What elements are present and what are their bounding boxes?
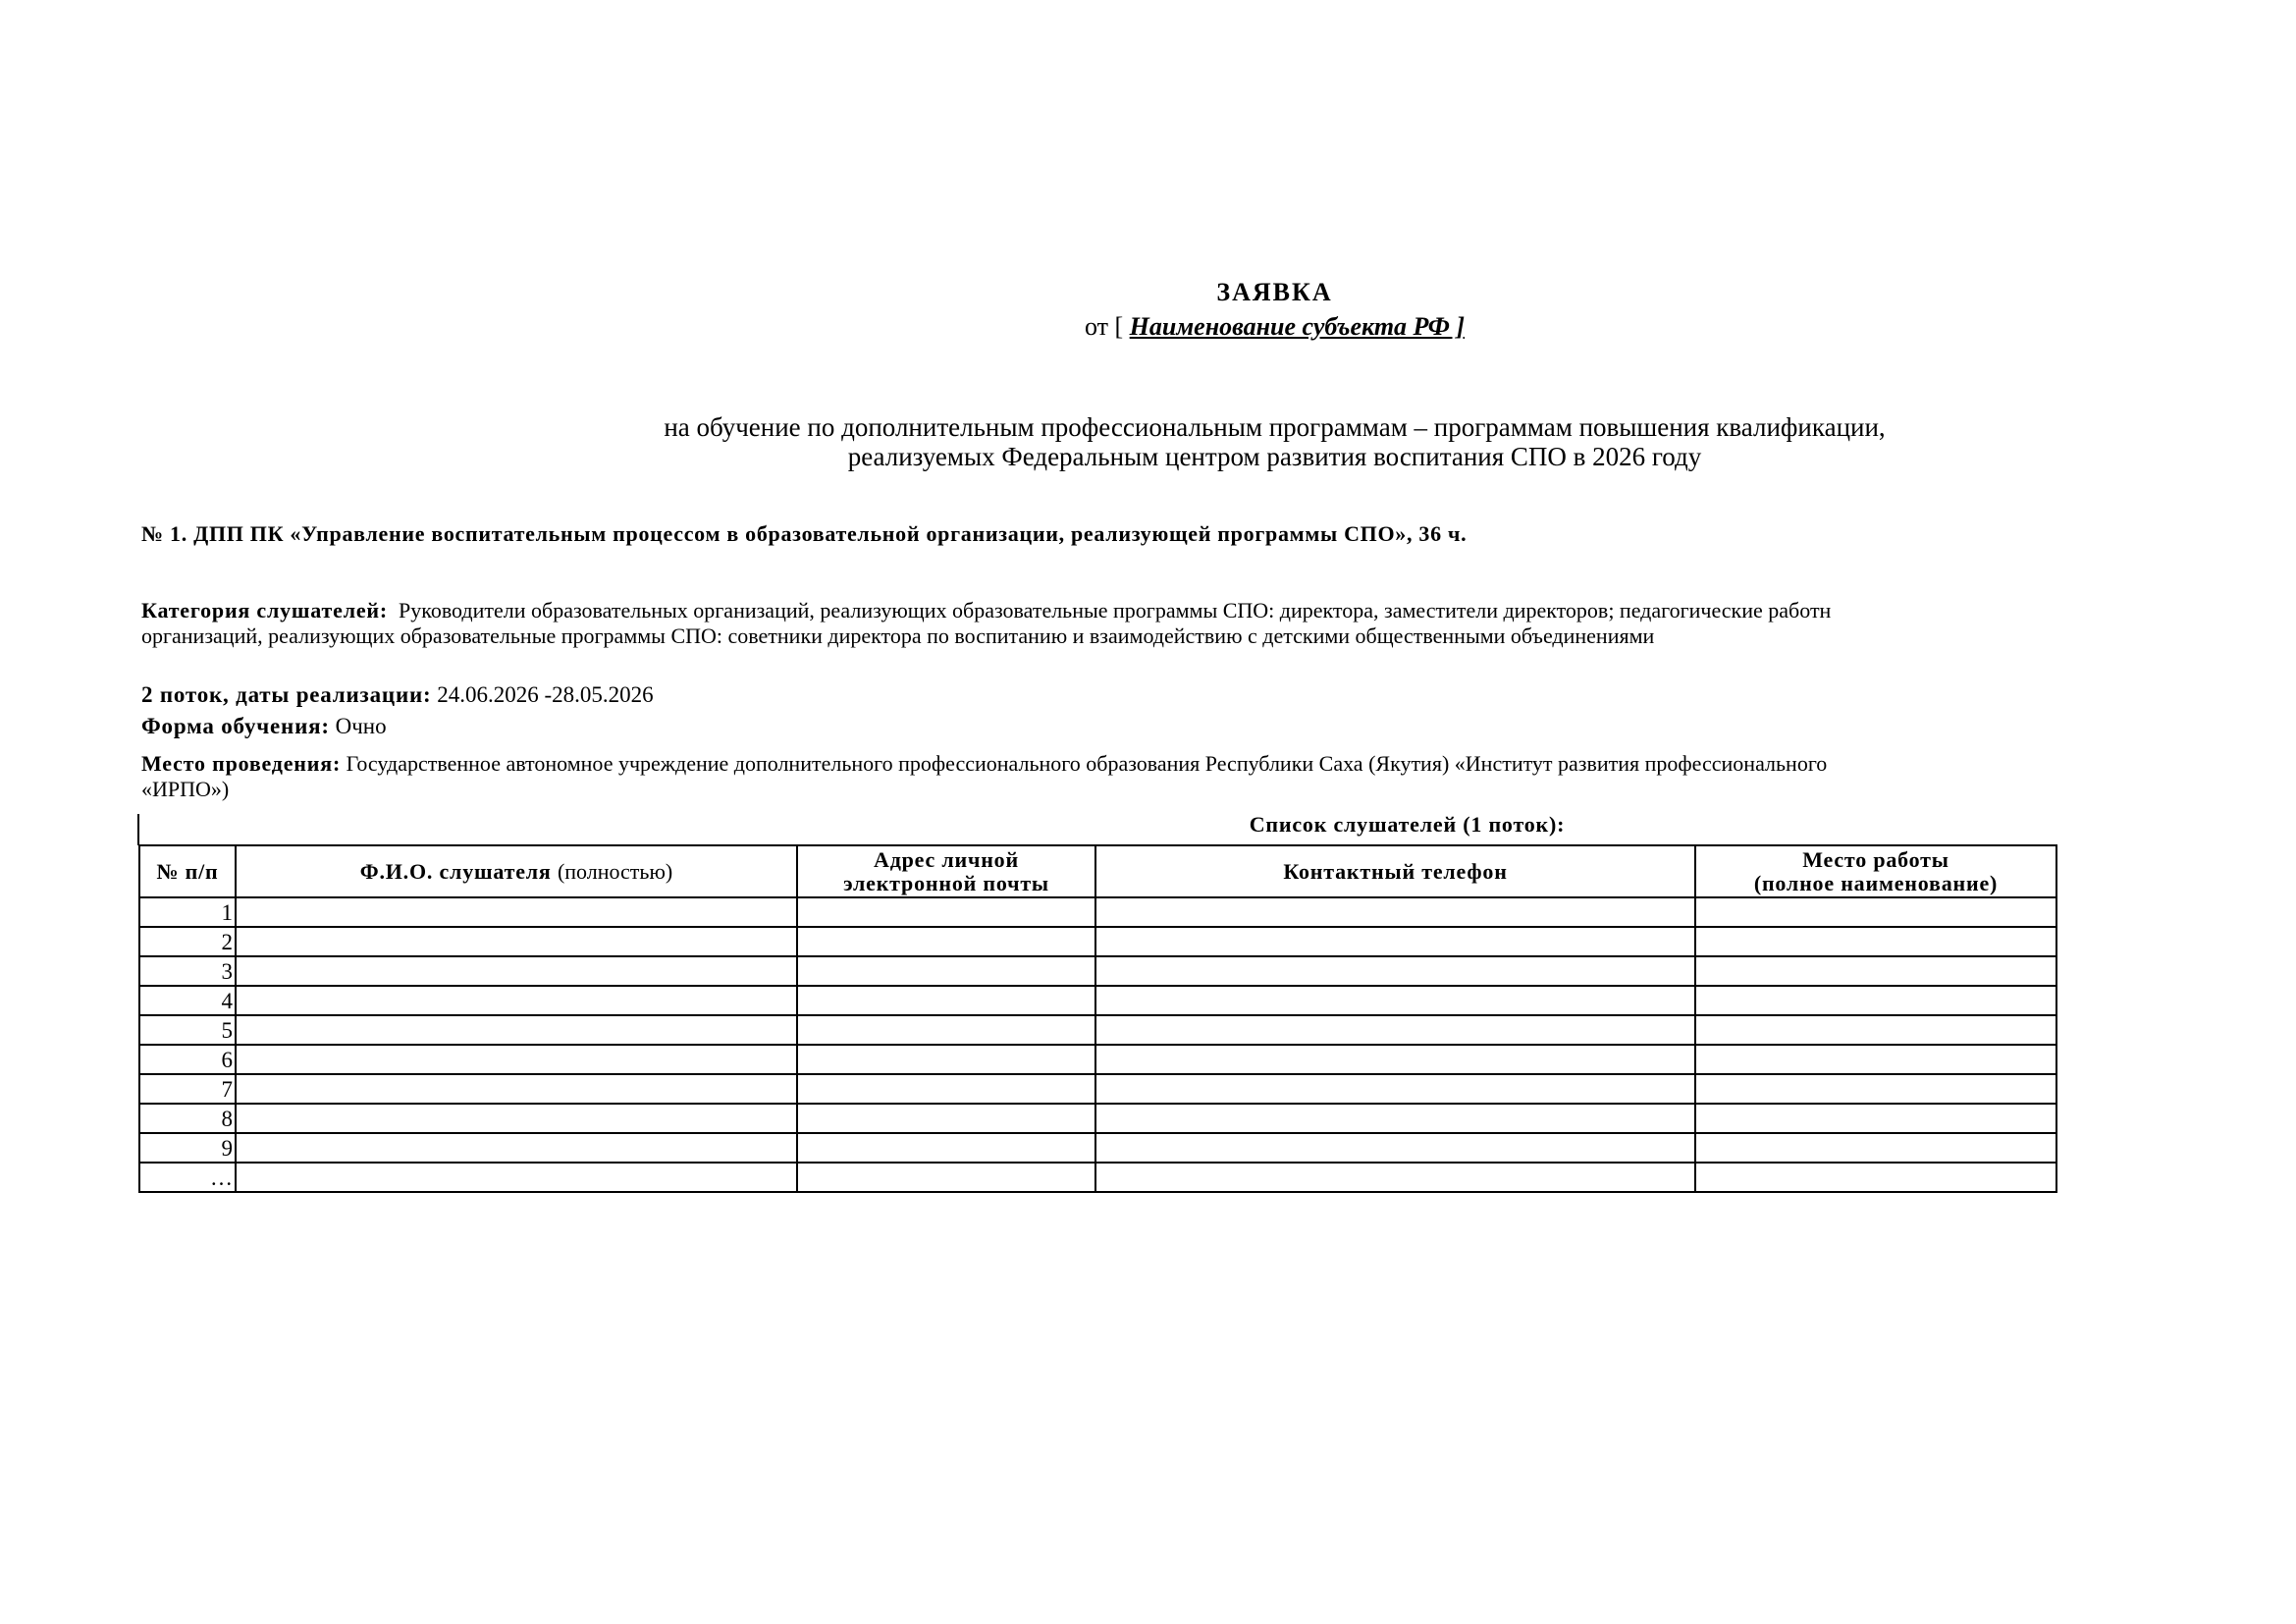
row-number: 6 xyxy=(139,1045,236,1074)
stream-label: 2 поток, даты реализации: xyxy=(141,682,432,707)
cell-email[interactable] xyxy=(797,1045,1095,1074)
cell-phone[interactable] xyxy=(1095,1015,1695,1045)
purpose-text xyxy=(0,412,2296,471)
cell-work[interactable] xyxy=(1695,956,2056,986)
listeners-table xyxy=(138,844,2057,1193)
table-row xyxy=(139,1104,2056,1133)
cell-email[interactable] xyxy=(797,1104,1095,1133)
cell-email[interactable] xyxy=(797,1074,1095,1104)
cell-work[interactable] xyxy=(1695,1163,2056,1192)
from-line xyxy=(0,312,2296,342)
cell-name[interactable] xyxy=(236,1015,797,1045)
cell-work[interactable] xyxy=(1695,1104,2056,1133)
row-number: 7 xyxy=(139,1074,236,1104)
header-name-normal: (полностью) xyxy=(557,858,673,884)
cell-email[interactable] xyxy=(797,1163,1095,1192)
cell-phone[interactable] xyxy=(1095,897,1695,927)
cell-work[interactable] xyxy=(1695,1074,2056,1104)
cell-name[interactable] xyxy=(236,986,797,1015)
header-phone: Контактный телефон xyxy=(1095,845,1695,897)
venue-line-1 xyxy=(141,751,2052,777)
cell-name[interactable] xyxy=(236,927,797,956)
cell-phone[interactable] xyxy=(1095,927,1695,956)
cell-phone[interactable] xyxy=(1095,1045,1695,1074)
header-num: № п/п xyxy=(139,845,236,897)
category-label: Категория слушателей: xyxy=(141,598,389,623)
table-row xyxy=(139,897,2056,927)
header-email-line-1: Адрес личной xyxy=(874,846,1019,872)
program-title: № 1. ДПП ПК «Управление воспитательным процессом в образовательной организации, реализующей программы СПО», 36 ч. xyxy=(141,521,1468,546)
cell-work[interactable] xyxy=(1695,1015,2056,1045)
listeners-list-title: Список слушателей (1 поток): xyxy=(1249,812,1566,837)
cell-name[interactable] xyxy=(236,1133,797,1163)
purpose-line-1: на обучение по дополнительным профессиональным программам – программам повышения квалификации, xyxy=(664,412,1886,442)
form-label: Форма обучения: xyxy=(141,714,330,738)
header-email-line-2: электронной почты xyxy=(843,870,1049,895)
education-form xyxy=(141,714,387,739)
cell-email[interactable] xyxy=(797,1015,1095,1045)
stream-value: 24.06.2026 -28.05.2026 xyxy=(437,682,654,707)
cell-work[interactable] xyxy=(1695,986,2056,1015)
category-line-1 xyxy=(141,598,2052,623)
row-number: 4 xyxy=(139,986,236,1015)
row-number: 3 xyxy=(139,956,236,986)
cell-email[interactable] xyxy=(797,956,1095,986)
header-name-bold: Ф.И.О. слушателя xyxy=(359,858,552,884)
cell-work[interactable] xyxy=(1695,897,2056,927)
cell-name[interactable] xyxy=(236,897,797,927)
row-number: 2 xyxy=(139,927,236,956)
cell-phone[interactable] xyxy=(1095,1163,1695,1192)
cell-email[interactable] xyxy=(797,1133,1095,1163)
document-title: ЗАЯВКА xyxy=(1216,278,1333,306)
venue xyxy=(141,751,2052,802)
cell-work[interactable] xyxy=(1695,927,2056,956)
header-name xyxy=(236,845,797,897)
cell-email[interactable] xyxy=(797,927,1095,956)
cell-email[interactable] xyxy=(797,897,1095,927)
cell-name[interactable] xyxy=(236,1045,797,1074)
row-number: 8 xyxy=(139,1104,236,1133)
cell-name[interactable] xyxy=(236,1104,797,1133)
cell-work[interactable] xyxy=(1695,1133,2056,1163)
header-work xyxy=(1695,845,2056,897)
cell-phone[interactable] xyxy=(1095,1133,1695,1163)
header-work-line-1: Место работы xyxy=(1802,846,1949,872)
table-row xyxy=(139,1074,2056,1104)
row-number: 1 xyxy=(139,897,236,927)
table-header-row xyxy=(139,845,2056,897)
table-row xyxy=(139,1163,2056,1192)
cell-name[interactable] xyxy=(236,1163,797,1192)
row-number: 9 xyxy=(139,1133,236,1163)
table-row xyxy=(139,927,2056,956)
row-number: 5 xyxy=(139,1015,236,1045)
header-work-line-2: (полное наименование) xyxy=(1753,870,1999,895)
cell-phone[interactable] xyxy=(1095,956,1695,986)
table-row xyxy=(139,1045,2056,1074)
cell-phone[interactable] xyxy=(1095,1074,1695,1104)
cell-name[interactable] xyxy=(236,956,797,986)
cell-work[interactable] xyxy=(1695,1045,2056,1074)
subject-placeholder: Наименование субъекта РФ ] xyxy=(1129,312,1465,341)
cell-phone[interactable] xyxy=(1095,1104,1695,1133)
form-value: Очно xyxy=(335,714,387,738)
table-row xyxy=(139,956,2056,986)
category-text-2: организаций, реализующих образовательные программы СПО: советники директора по воспитанию и взаимодействию с детскими общественными объединениями xyxy=(141,623,1655,648)
purpose-line-2: реализуемых Федеральным центром развития воспитания СПО в 2026 году xyxy=(847,442,1702,471)
header-email xyxy=(797,845,1095,897)
table-row xyxy=(139,986,2056,1015)
venue-label: Место проведения: xyxy=(141,751,342,776)
venue-text-1: Государственное автономное учреждение дополнительного профессионального образования Республики Саха (Якутия) «Институт развития профессионального xyxy=(346,751,1828,776)
table-row xyxy=(139,1133,2056,1163)
cell-phone[interactable] xyxy=(1095,986,1695,1015)
from-prefix: от [ xyxy=(1084,312,1130,341)
cell-name[interactable] xyxy=(236,1074,797,1104)
table-row xyxy=(139,1015,2056,1045)
venue-text-2: «ИРПО») xyxy=(141,777,230,801)
row-number: … xyxy=(139,1163,236,1192)
stream-dates xyxy=(141,682,654,708)
category-text-1: Руководители образовательных организаций, реализующих образовательные программы СПО: директора, заместители директоров; педагогические работн xyxy=(399,598,1832,623)
cell-email[interactable] xyxy=(797,986,1095,1015)
listener-category xyxy=(141,598,2052,649)
